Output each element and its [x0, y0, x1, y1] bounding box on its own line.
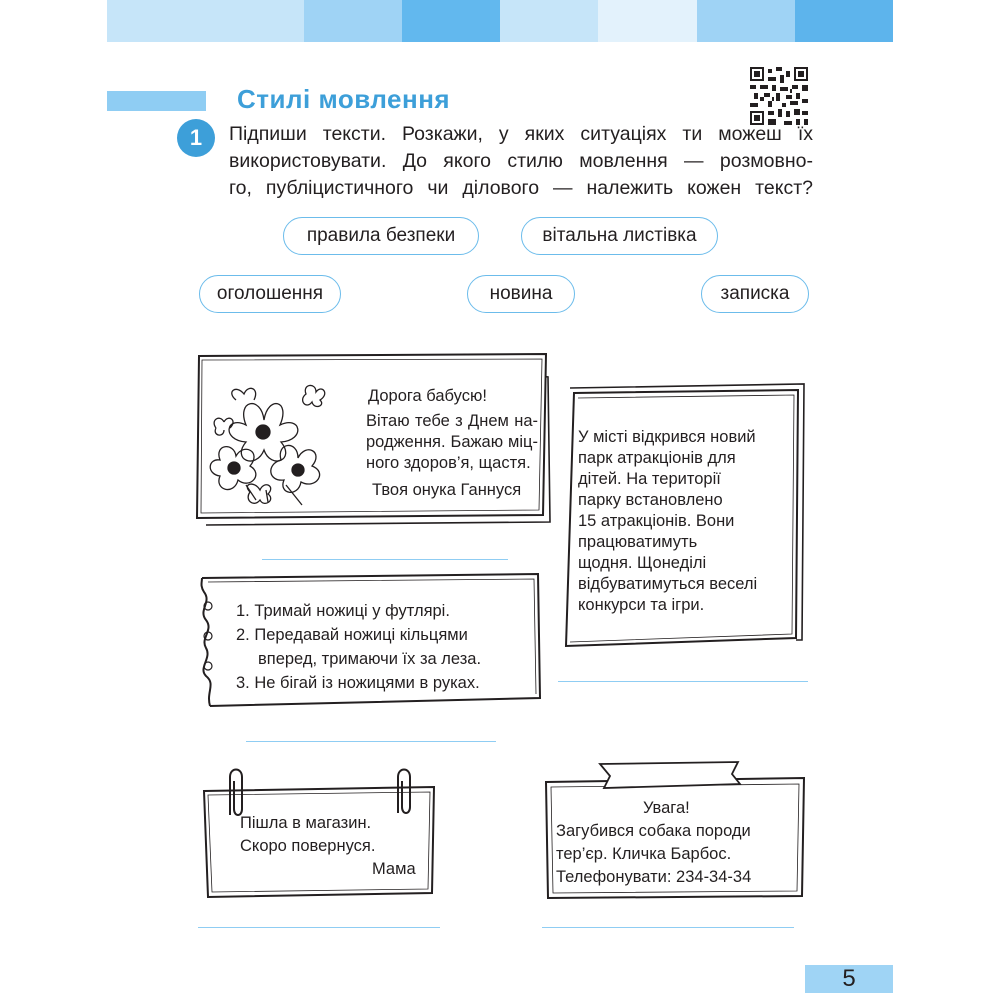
announcement-line: Телефонувати: 234-34-34 [556, 868, 752, 886]
greeting-line: родження. Бажаю міц- [366, 433, 538, 451]
header-color-strip [107, 0, 893, 42]
news-card-text [578, 427, 757, 616]
news-line: працюватимуть [578, 533, 698, 551]
greeting-salutation: Дорога бабусю! [368, 387, 487, 405]
strip-segment [500, 0, 598, 42]
greeting-line: ного здоров’я, щастя. [366, 454, 531, 472]
strip-segment [107, 0, 205, 42]
answer-line[interactable] [558, 681, 808, 682]
note-line: Скоро повернуся. [240, 837, 376, 855]
rule-item: 2. Передавай ножиці кільцями [236, 626, 468, 644]
heading-accent-bar [107, 91, 206, 111]
answer-line[interactable] [542, 927, 794, 928]
news-line: У місті відкрився новий [578, 428, 756, 446]
news-line: парку встановлено [578, 491, 723, 509]
label-pill-note[interactable]: записка [701, 275, 809, 313]
page-number: 5 [805, 965, 893, 993]
news-line: щодня. Щонеділі [578, 554, 707, 572]
answer-line[interactable] [198, 927, 440, 928]
label-pill-safety-rules[interactable]: правила безпеки [283, 217, 479, 255]
task-instruction [229, 121, 813, 202]
qr-code-icon[interactable] [750, 67, 808, 125]
task-number-badge: 1 [177, 119, 215, 157]
strip-segment [795, 0, 893, 42]
news-line: конкурси та ігри. [578, 596, 705, 614]
answer-line[interactable] [262, 559, 508, 560]
strip-segment [697, 0, 795, 42]
greeting-line: Вітаю тебе з Днем на- [366, 412, 538, 430]
news-line: дітей. На території [578, 470, 721, 488]
greeting-card-text [366, 386, 538, 501]
instruction-line: го, публіцистичного чи ділового — належить кожен текст? [229, 177, 813, 199]
instruction-line: використовувати. До якого стилю мовлення — розмовно- [229, 150, 813, 172]
announcement-line: Загубився собака породи [556, 822, 751, 840]
note-card-text [240, 812, 416, 881]
strip-segment [402, 0, 500, 42]
strip-segment [304, 0, 402, 42]
instruction-line: Підпиши тексти. Розкажи, у яких ситуаціях ти можеш їх [229, 123, 813, 145]
rules-card-text [236, 599, 481, 695]
note-line: Пішла в магазин. [240, 814, 372, 832]
news-line: відбуватимуться веселі [578, 575, 758, 593]
news-line: парк атракціонів для [578, 449, 736, 467]
rule-item-continuation: вперед, тримаючи їх за леза. [258, 650, 482, 668]
answer-line[interactable] [246, 741, 496, 742]
note-signature: Мама [372, 860, 416, 878]
announcement-card-text [556, 797, 751, 889]
label-pill-greeting-card[interactable]: вітальна листівка [521, 217, 718, 255]
label-pill-announcement[interactable]: оголошення [199, 275, 341, 313]
news-line: 15 атракціонів. Вони [578, 512, 735, 530]
rule-item: 1. Тримай ножиці у футлярі. [236, 602, 450, 620]
page-title: Стилі мовлення [237, 84, 451, 114]
flowers-butterfly-icon [206, 380, 332, 510]
strip-segment [598, 0, 696, 42]
announcement-line: тер’єр. Кличка Барбос. [556, 845, 732, 863]
tape-icon [600, 762, 740, 788]
greeting-signature: Твоя онука Ганнуся [372, 481, 522, 499]
label-pill-news[interactable]: новина [467, 275, 575, 313]
strip-segment [205, 0, 303, 42]
rule-item: 3. Не бігай із ножицями в руках. [236, 674, 480, 692]
announcement-heading: Увага! [643, 799, 690, 817]
